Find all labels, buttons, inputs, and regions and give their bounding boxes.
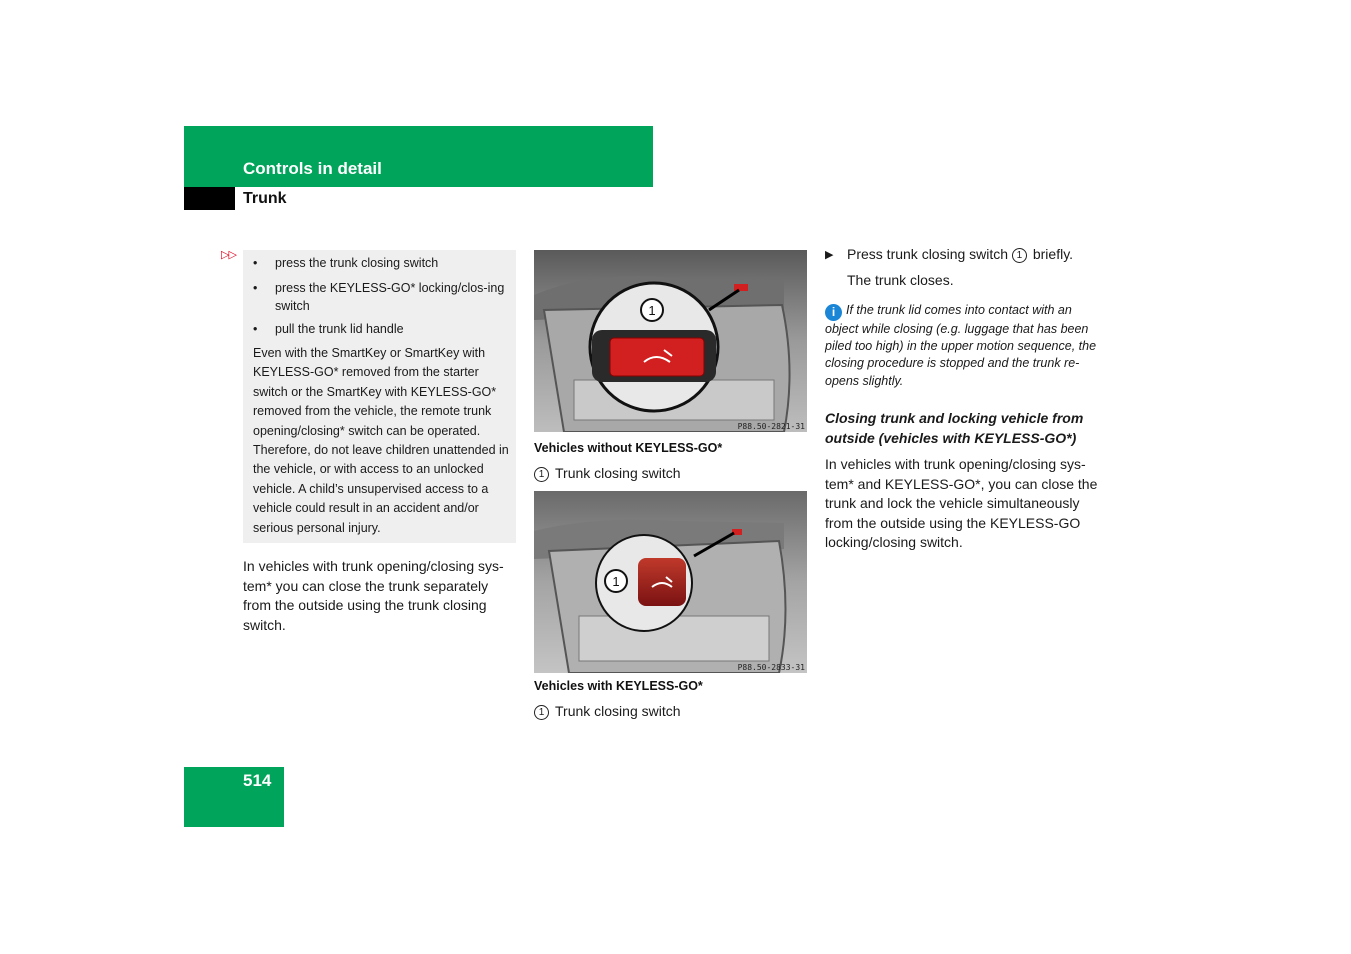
trunk-photo-with-keyless [534, 491, 807, 673]
subheading: Closing trunk and locking vehicle from outside (vehicles with KEYLESS-GO*) [825, 410, 1084, 446]
info-icon: i [825, 304, 842, 321]
figure-caption: Vehicles without KEYLESS-GO* [534, 441, 723, 455]
warning-box: • press the trunk closing switch • press the KEYLESS-GO* locking/clos-ing switch • pull the trunk lid handle Even with the SmartKey or SmartKey with KEYLESS-GO* removed from the starter switch or the SmartKey with KEYLESS-GO* removed from the vehicle, the remote trunk opening/closing* switch can be operated. Therefore, do not leave children unattended in the vehicle, or with access to an unlocked vehicle. A child’s unsupervised access to a vehicle could result in an accident and/or serious personal injury. [243, 250, 516, 543]
legend-text: Trunk closing switch [555, 465, 681, 481]
warning-paragraph: Even with the SmartKey or SmartKey with KEYLESS-GO* removed from the starter switch or the SmartKey with KEYLESS-GO* removed from the vehicle, the remote trunk opening/closing* switch can be operated. Therefore, do not leave children unattended in the vehicle, or with access to an unlocked vehicle. A child’s unsupervised access to a vehicle could result in an accident and/or serious personal injury. [253, 346, 509, 535]
callout-number: 1 [1012, 248, 1027, 263]
info-text: If the trunk lid comes into contact with an object while closing (e.g. luggage that has been piled too high) in the upper motion sequence, the closing procedure is stopped and the trunk re-opens slightly. [825, 303, 1097, 388]
trunk-illustration [534, 250, 807, 432]
photo-code: P88.50-2821-31 [737, 422, 805, 431]
step-result: The trunk closes. [847, 272, 954, 288]
step-bullet-icon: ▶ [825, 249, 834, 261]
right-paragraph: In vehicles with trunk opening/closing sys-tem* and KEYLESS-GO*, you can close the trunk and lock the vehicle simultaneously from the outside using the KEYLESS-GO locking/closing switch. [825, 456, 1098, 550]
left-paragraph: In vehicles with trunk opening/closing sys-tem* you can close the trunk separately from the outside using the trunk closing switch. [243, 558, 504, 633]
page-number: 514 [243, 771, 272, 790]
step-text-end: briefly. [1032, 246, 1074, 262]
header-marker [184, 187, 235, 210]
info-note [825, 302, 1101, 390]
callout-number: 1 [534, 705, 549, 720]
step-text: Press trunk closing switch [847, 246, 1009, 262]
callout-number: 1 [534, 467, 549, 482]
svg-text:1: 1 [648, 303, 656, 318]
figure-legend [534, 703, 681, 720]
section-title: Controls in detail [243, 159, 382, 178]
legend-text: Trunk closing switch [555, 703, 681, 719]
svg-text:1: 1 [612, 574, 620, 589]
page-title: Trunk [243, 190, 287, 207]
continuation-mark: ▷▷ [221, 249, 236, 261]
figure-caption: Vehicles with KEYLESS-GO* [534, 679, 703, 693]
trunk-illustration [534, 491, 807, 673]
trunk-photo-without-keyless [534, 250, 807, 432]
figure-legend [534, 465, 681, 482]
photo-code: P88.50-2833-31 [737, 663, 805, 672]
